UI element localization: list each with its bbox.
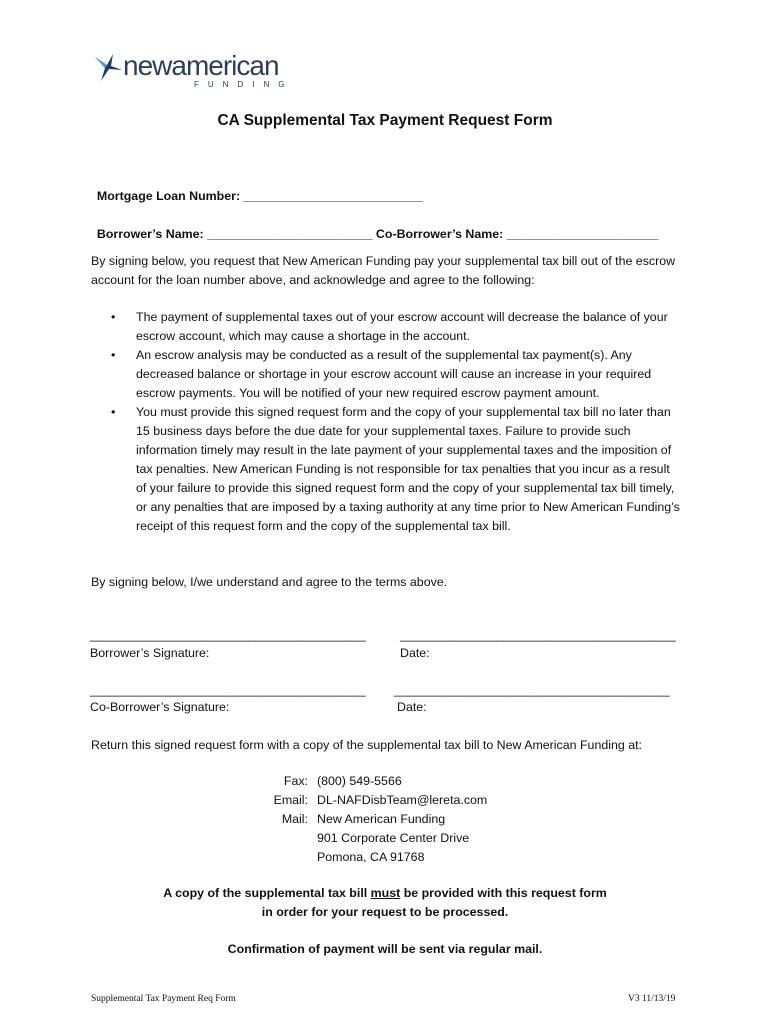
contact-labels (268, 772, 308, 829)
notice-must: must (370, 886, 401, 900)
borrower-signature-line[interactable]: ________________________________________ (90, 628, 366, 642)
fax-number: (800) 549-5566 (317, 774, 402, 788)
agreement-statement: By signing below, I/we understand and agree to the terms above. (91, 575, 448, 589)
notice-line-2: in order for your request to be processed. (261, 905, 509, 919)
contact-values (317, 772, 487, 867)
bullet-text: The payment of supplemental taxes out of your escrow account will decrease the balance of your escrow account, which may cause a shortage in the account. (136, 310, 668, 343)
confirmation-note: Confirmation of payment will be sent via regular mail. (227, 942, 543, 956)
list-item (91, 346, 681, 403)
footer-version: V3 11/13/19 (628, 994, 676, 1004)
logo-subtitle: FUNDING (194, 80, 294, 89)
list-item (91, 308, 681, 346)
star-icon (93, 52, 123, 82)
loan-number-blank[interactable]: __________________________ (243, 189, 423, 203)
coborrower-signature-label: Co-Borrower’s Signature: (90, 700, 230, 714)
borrower-name-label: Borrower’s Name: (96, 227, 204, 241)
footer-form-name: Supplemental Tax Payment Req Form (91, 994, 236, 1004)
bullet-icon: • (111, 348, 116, 362)
bullet-icon: • (111, 310, 116, 324)
page-title: CA Supplemental Tax Payment Request Form (217, 112, 553, 129)
names-row (90, 213, 658, 241)
mail-label: Mail: (281, 812, 308, 826)
bullet-text: An escrow analysis may be conducted as a result of the supplemental tax payment(s). Any decreased balance or shortage in your escrow account will cause an increase in your required escrow payments. You will be notified of your new required escrow payment amount. (136, 348, 652, 400)
return-instructions: Return this signed request form with a copy of the supplemental tax bill to New American Funding at: (91, 738, 642, 752)
bullet-icon: • (111, 405, 116, 419)
coborrower-name-label: Co-Borrower’s Name: (375, 227, 504, 241)
bullet-text: You must provide this signed request form and the copy of your supplemental tax bill no later than 15 business days before the due date for your supplemental taxes. Failure to provide such information timely may result in the late payment of your supplemental taxes and the imposition of tax penalties. New American Funding is not responsible for tax penalties that you incur as a result of your failure to provide this signed request form and the copy of your supplemental tax bill timely, or any penalties that are imposed by a taxing authority at any time prior to New American Funding’s receipt of this request form and the copy of the supplemental tax bill. (136, 405, 680, 533)
borrower-name-blank[interactable]: ________________________ (207, 227, 373, 241)
coborrower-date-label: Date: (397, 700, 427, 714)
borrower-date-label: Date: (400, 646, 430, 660)
notice-line-1 (0, 886, 770, 900)
coborrower-name-blank[interactable]: ______________________ (506, 227, 659, 241)
email-address[interactable]: DL-NAFDisbTeam@lereta.com (317, 793, 488, 807)
logo-wordmark: newamerican (123, 50, 279, 81)
terms-list (91, 308, 681, 536)
borrower-date-line[interactable]: ________________________________________ (400, 628, 676, 642)
email-label: Email: (273, 793, 308, 807)
notice-pre: A copy of the supplemental tax bill (163, 886, 371, 900)
fax-label: Fax: (283, 774, 308, 788)
list-item (91, 403, 681, 536)
coborrower-date-line[interactable]: ________________________________________ (394, 683, 670, 697)
intro-paragraph: By signing below, you request that New American Funding pay your supplemental tax bill out of the escrow account for the loan number above, and acknowledge and agree to the following: (91, 254, 676, 287)
coborrower-signature-line[interactable]: ________________________________________ (90, 683, 366, 697)
loan-number-label: Mortgage Loan Number: (96, 189, 241, 203)
new-american-funding-logo (93, 46, 333, 96)
borrower-signature-label: Borrower’s Signature: (90, 646, 210, 660)
notice-post: be provided with this request form (400, 886, 607, 900)
mail-line-1: New American Funding (317, 812, 446, 826)
loan-number-field[interactable] (90, 175, 423, 203)
mail-line-3: Pomona, CA 91768 (317, 850, 425, 864)
mail-line-2: 901 Corporate Center Drive (317, 831, 470, 845)
